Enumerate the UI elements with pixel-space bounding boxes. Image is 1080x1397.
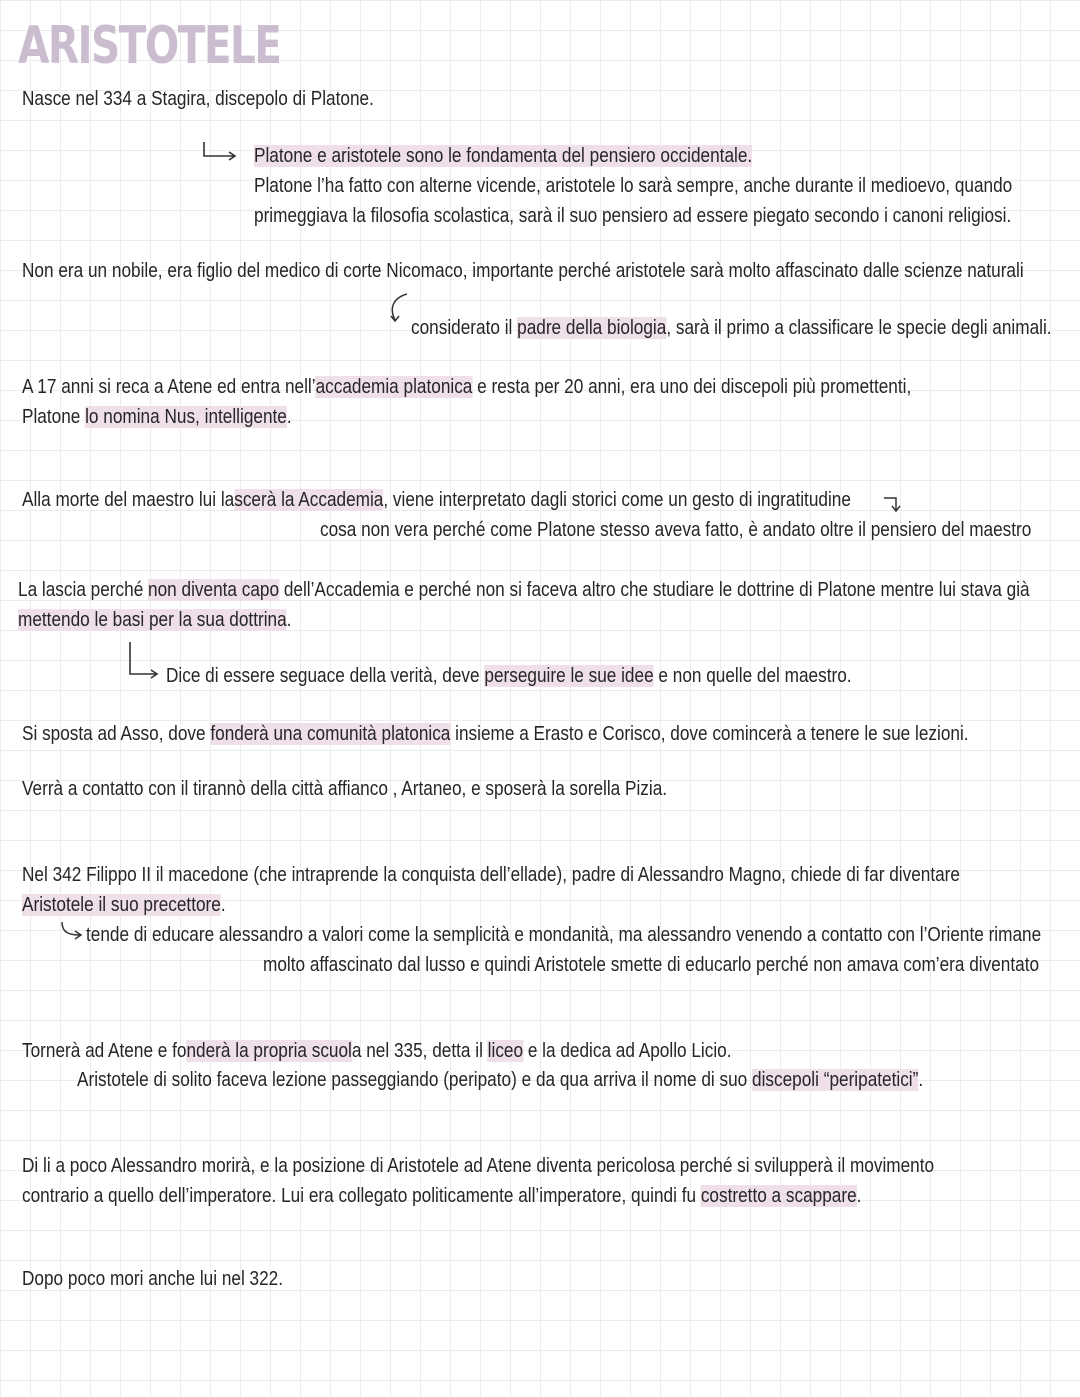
text-line: contrario a quello dell’imperatore. Lui era collegato politicamente all’imperatore, quindi fu costretto a scappare. xyxy=(22,1185,862,1207)
text-line: Tornerà ad Atene e fonderà la propria scuola nel 335, detta il liceo e la dedica ad Apollo Licio. xyxy=(22,1040,732,1062)
text-line: Di li a poco Alessandro morirà, e la posizione di Aristotele ad Atene diventa pericolosa perché si svilupperà il movimento xyxy=(22,1155,935,1177)
text-line: primeggiava la filosofia scolastica, sarà il suo pensiero ad essere piegato secondo i canoni religiosi. xyxy=(254,205,1012,227)
text-line: Alla morte del maestro lui lascerà la Accademia, viene interpretato dagli storici come un gesto di ingratitudine xyxy=(22,489,851,511)
text-line: Platone e aristotele sono le fondamenta del pensiero occidentale. xyxy=(254,145,753,167)
text-line: A 17 anni si reca a Atene ed entra nell’accademia platonica e resta per 20 anni, era uno dei discepoli più promettenti, xyxy=(22,376,912,398)
arrow-icon xyxy=(58,920,84,942)
text-line: Nasce nel 334 a Stagira, discepolo di Platone. xyxy=(22,88,374,110)
text-line: Nel 342 Filippo II il macedone (che intraprende la conquista dell’ellade), padre di Alessandro Magno, chiede di far diventare xyxy=(22,864,960,886)
arrow-icon xyxy=(126,640,162,680)
text-line: Non era un nobile, era figlio del medico di corte Nicomaco, importante perché aristotele sarà molto affascinato dalle scienze naturali xyxy=(22,260,1024,282)
text-line: cosa non vera perché come Platone stesso aveva fatto, è andato oltre il pensiero del maestro xyxy=(320,519,1032,541)
down-arrow-icon xyxy=(882,492,906,516)
text-line: Dopo poco mori anche lui nel 322. xyxy=(22,1268,284,1290)
text-line: tende di educare alessandro a valori come la semplicità e mondanità, ma alessandro venendo a contatto con l’Oriente rimane xyxy=(86,924,1042,946)
text-line: Aristotele il suo precettore. xyxy=(22,894,226,916)
text-line: Platone lo nomina Nus, intelligente. xyxy=(22,406,292,428)
text-line: mettendo le basi per la sua dottrina. xyxy=(18,609,292,631)
text-line: Verrà a contatto con il tirannò della città affianco , Artaneo, e sposerà la sorella Pizia. xyxy=(22,778,668,800)
text-line: Aristotele di solito faceva lezione passeggiando (peripato) e da qua arriva il nome di suo discepoli “peripatetici”. xyxy=(77,1069,924,1091)
text-line: considerato il padre della biologia, sarà il primo a classificare le specie degli animali. xyxy=(411,317,1052,339)
arrow-icon xyxy=(200,140,240,162)
text-line: Platone l’ha fatto con alterne vicende, aristotele lo sarà sempre, anche durante il medioevo, quando xyxy=(254,175,1013,197)
page-title: ARISTOTELE xyxy=(18,16,281,76)
text-line: Si sposta ad Asso, dove fonderà una comunità platonica insieme a Erasto e Corisco, dove comincerà a tenere le sue lezioni. xyxy=(22,723,969,745)
text-line: Dice di essere seguace della verità, deve perseguire le sue idee e non quelle del maestro. xyxy=(166,665,852,687)
text-line: La lascia perché non diventa capo dell’Accademia e perché non si faceva altro che studiare le dottrine di Platone mentre lui stava già xyxy=(18,579,1030,601)
text-line: molto affascinato dal lusso e quindi Aristotele smette di educarlo perché non amava com’era diventato xyxy=(263,954,1040,976)
